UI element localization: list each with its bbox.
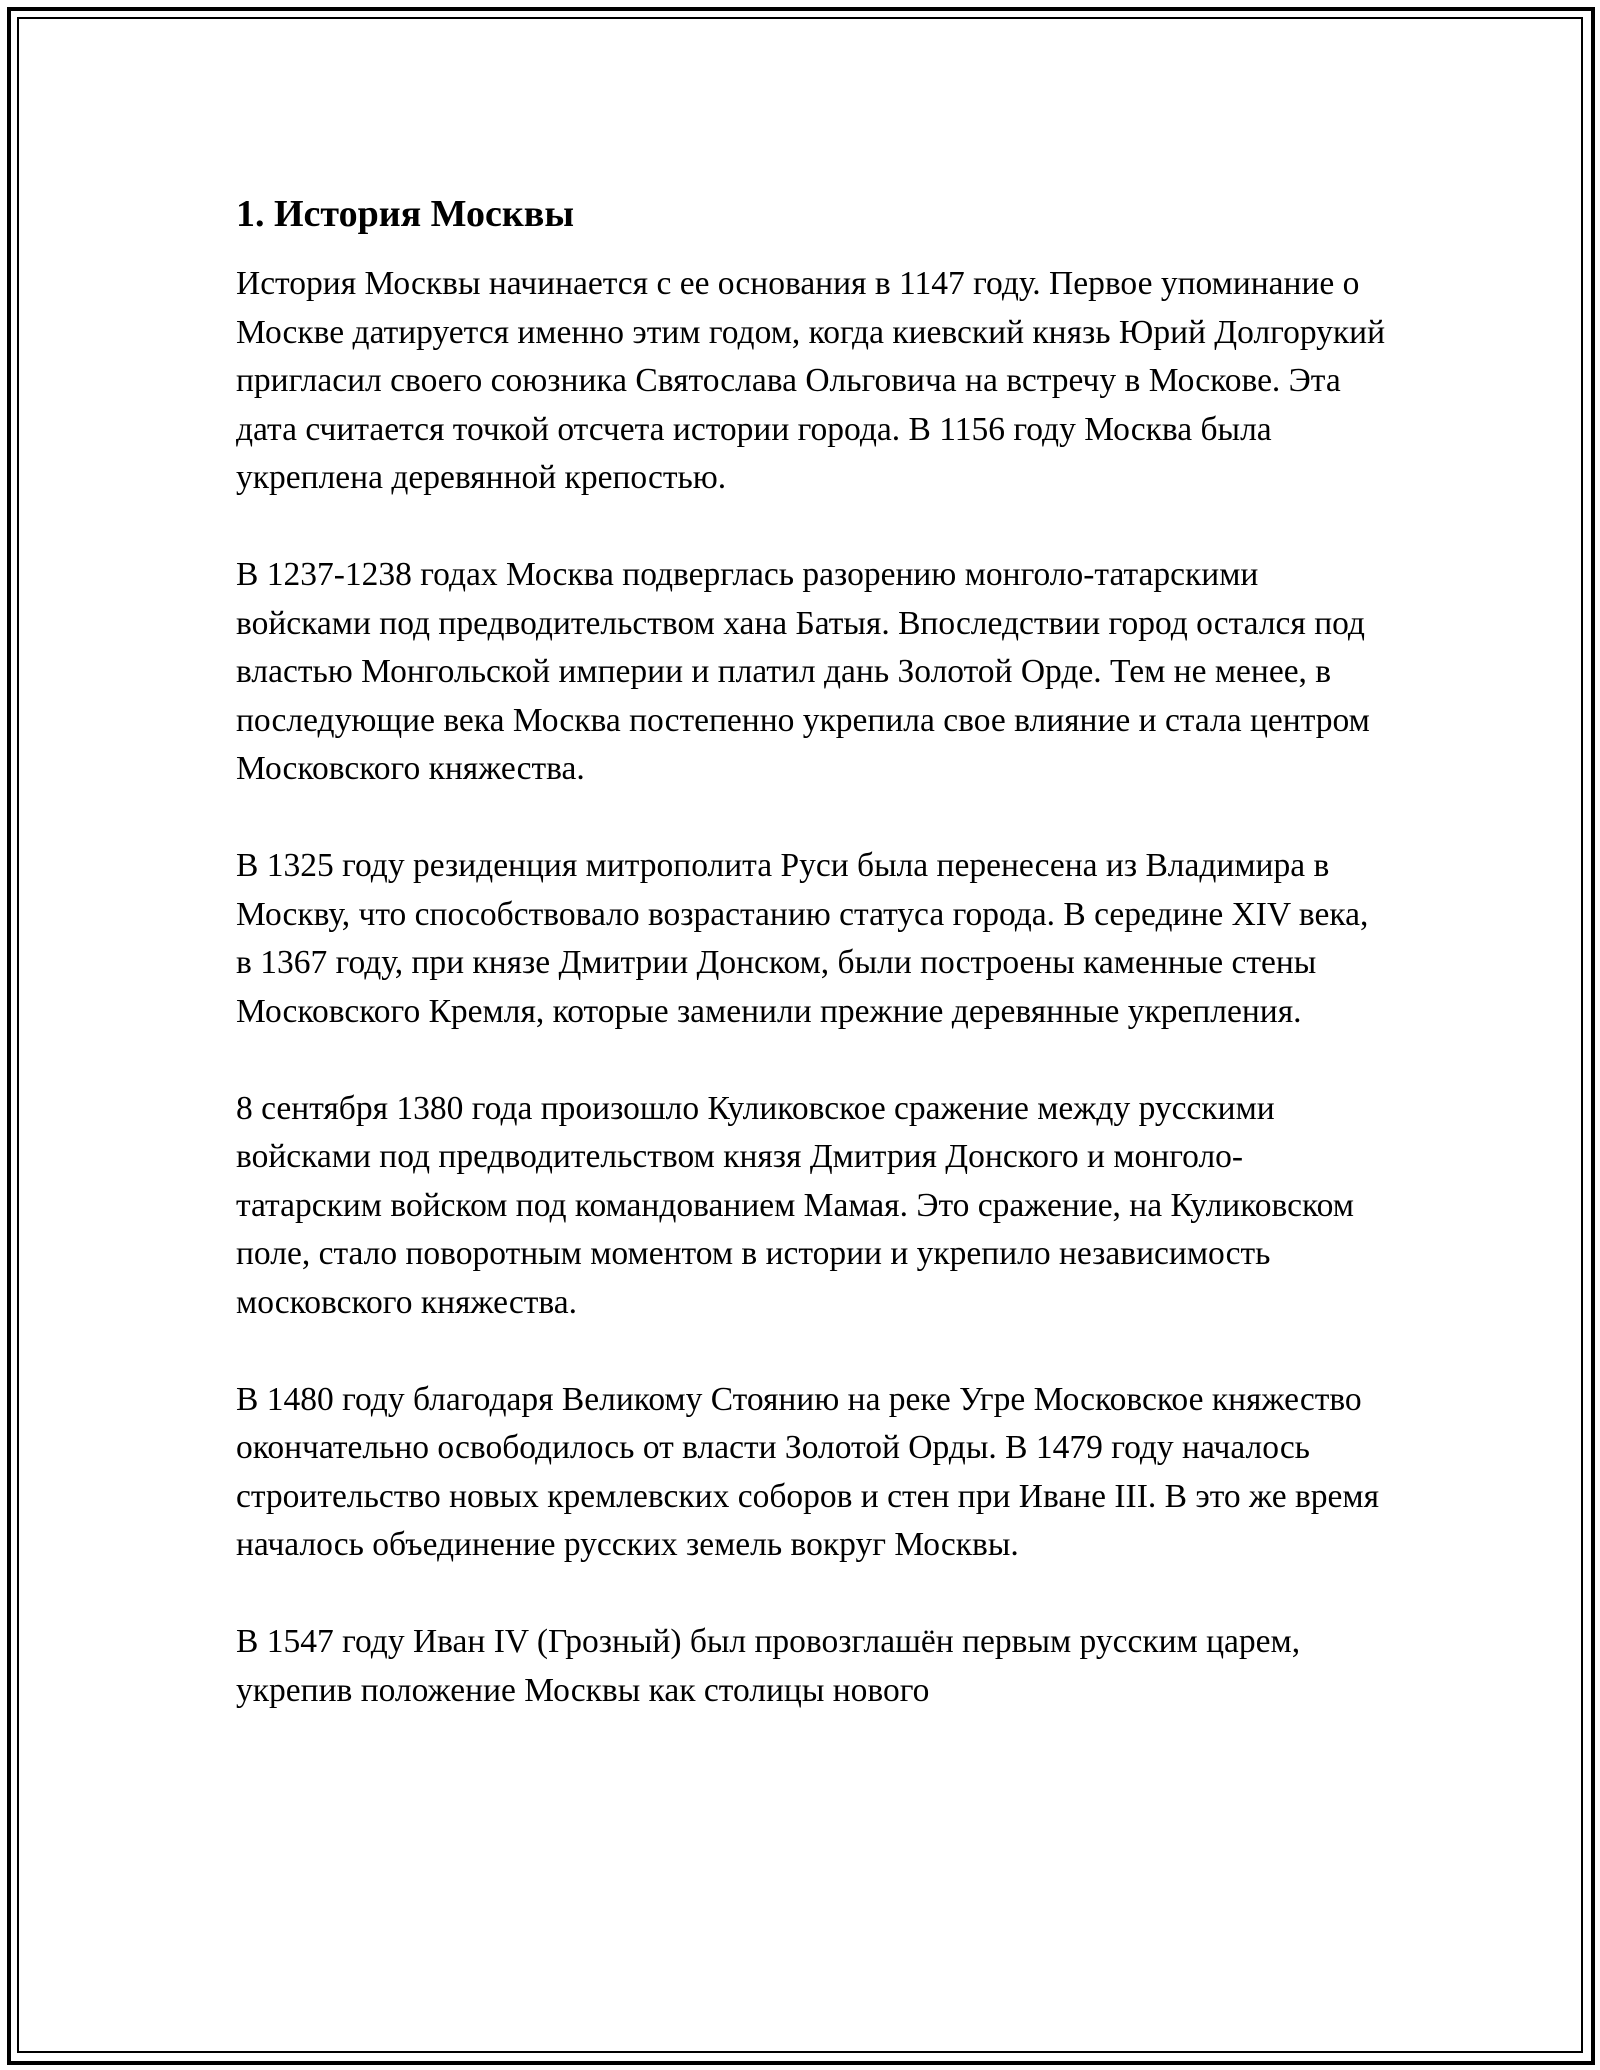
- paragraph-mongol-invasion: В 1237-1238 годах Москва подверглась разорению монголо-татарскими войсками под предводительством хана Батыя. Впоследствии город остался под властью Монгольской империи и платил дань Золотой Орде. Тем не менее, в последующие века Москва постепенно укрепила свое влияние и стала центром Московского княжества.: [236, 556, 1370, 787]
- paragraph-kulikovo-battle: 8 сентября 1380 года произошло Куликовское сражение между русскими войсками под предводительством князя Дмитрия Донского и монголо-татарским войском под командованием Мамая. Это сражение, на Куликовском поле, стало поворотным моментом в истории и укрепило независимость московского княжества.: [236, 1089, 1354, 1321]
- paragraph-ugra-standing: В 1480 году благодаря Великому Стоянию на реке Угре Московское княжество окончательно освободилось от власти Золотой Орды. В 1479 году началось строительство новых кремлевских соборов и стен при Иване III. В это же время началось объединение русских земель вокруг Москвы.: [236, 1380, 1380, 1563]
- document-page: [236, 186, 1386, 1764]
- paragraph-metropolitan-kremlin: В 1325 году резиденция митрополита Руси была перенесена из Владимира в Москву, что способствовало возрастанию статуса города. В середине XIV века, в 1367 году, при князе Дмитрии Донском, были построены каменные стены Московского Кремля, которые заменили прежние деревянные укрепления.: [236, 847, 1369, 1030]
- section-heading: 1. История Москвы: [236, 193, 574, 235]
- paragraph-ivan-the-terrible: В 1547 году Иван IV (Грозный) был провозглашён первым русским царем, укрепив положение Москвы как столицы нового: [236, 1623, 1301, 1709]
- paragraph-founding: История Москвы начинается с ее основания в 1147 году. Первое упоминание о Москве датируется именно этим годом, когда киевский князь Юрий Долгорукий пригласил своего союзника Святослава Ольговича на встречу в Москове. Эта дата считается точкой отсчета истории города. В 1156 году Москва была укреплена деревянной крепостью.: [236, 265, 1386, 496]
